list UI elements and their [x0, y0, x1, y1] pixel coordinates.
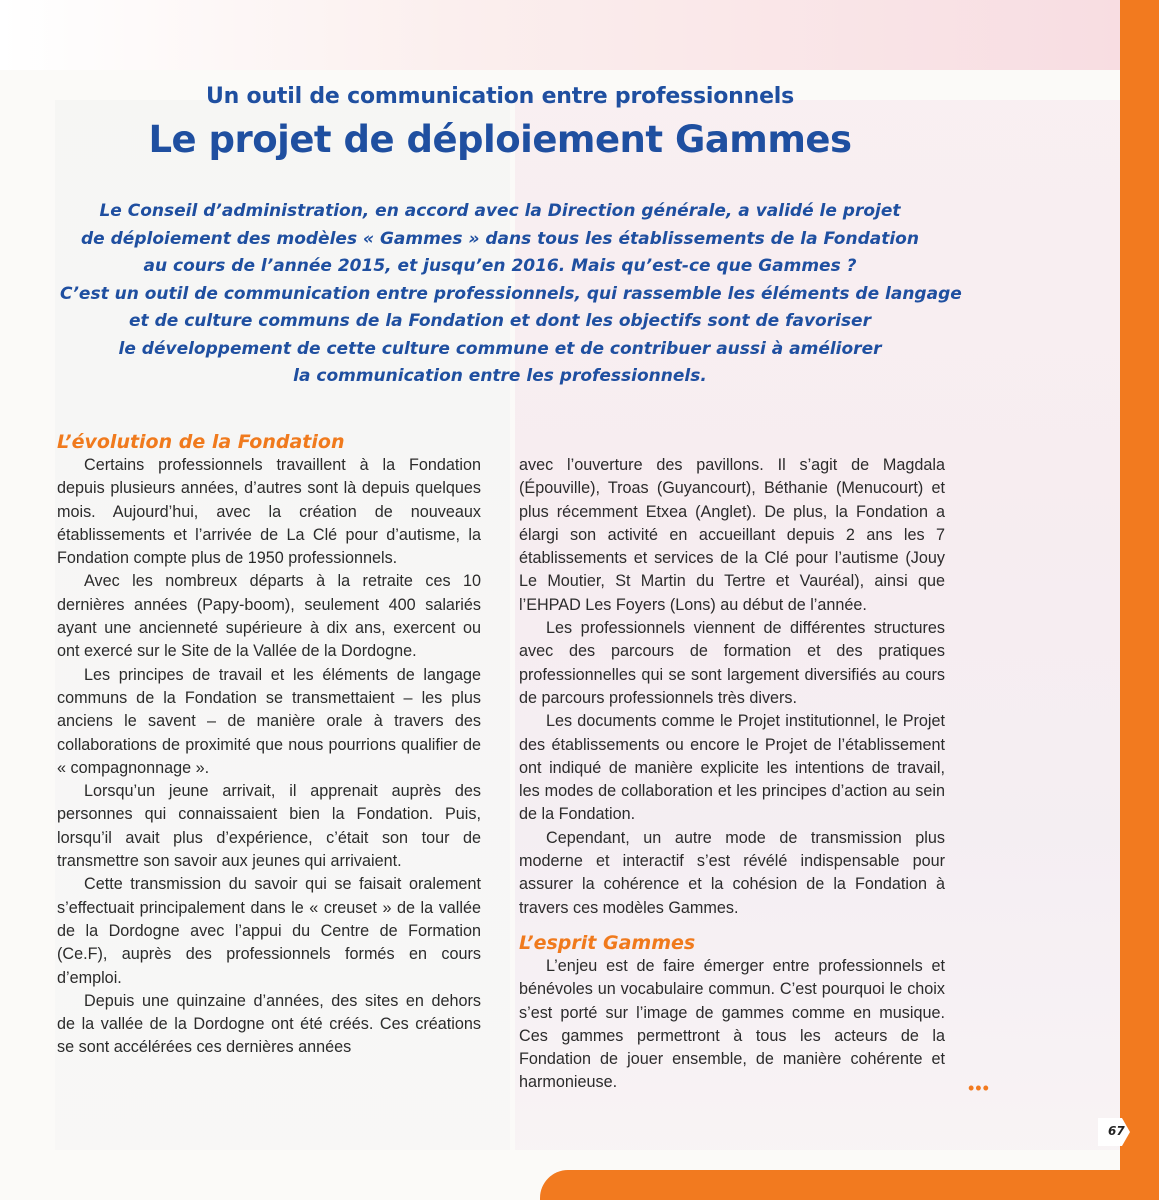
intro-line: Le Conseil d’administration, en accord avec la Direction générale, a validé le projet [99, 201, 901, 221]
top-background-band [0, 0, 1120, 70]
body-paragraph: Lorsqu’un jeune arrivait, il apprenait auprès des personnes qui connaissaient bien la Fondation. Puis, lorsqu’il avait plus d’expérience, c’était son tour de transmettre son savoir aux jeunes qui arrivaient. [57, 782, 481, 871]
body-paragraph: Les documents comme le Projet institutionnel, le Projet des établissements ou encore le Projet de l’établissement ont indiqué de manière explicite les intentions de travail, les modes de collaboration et les principes d’action au sein de la Fondation. [519, 712, 945, 824]
intro-line: la communication entre les professionnels. [293, 366, 707, 386]
intro-line: de déploiement des modèles « Gammes » dans tous les établissements de la Fondation [81, 228, 919, 249]
intro-line: et de culture communs de la Fondation et dont les objectifs sont de favoriser [129, 311, 871, 331]
intro-line: C’est un outil de communication entre professionnels, qui rassemble les éléments de langage [60, 283, 962, 304]
body-paragraph: L’enjeu est de faire émerger entre professionnels et bénévoles un vocabulaire commun. C’est pourquoi le choix s’est porté sur l’image de gammes comme en musique. Ces gammes permettront à tous les acteurs de la Fondation de jouer ensemble, de manière cohérente et harmonieuse. [519, 956, 945, 1092]
body-paragraph: avec l’ouverture des pavillons. Il s’agit de Magdala (Épouville), Troas (Guyancourt), Béthanie (Menucourt) et plus récemment Etxea (Anglet). De plus, la Fondation a élargi son activité en accueillant depuis 2 ans les 7 établissements et services de la Clé pour l’autisme (Jouy Le Moutier, St Martin du Tertre et Vauréal), ainsi que l’EHPAD Les Foyers (Lons) au début de l’année. [519, 456, 945, 614]
intro-paragraph [60, 198, 962, 391]
right-column [519, 454, 945, 1095]
page-number: 67 [1108, 1124, 1125, 1138]
body-paragraph: Depuis une quinzaine d’années, des sites en dehors de la vallée de la Dordogne ont été créés. Ces créations se sont accélérées ces dernières années [57, 991, 481, 1057]
body-paragraph: Les principes de travail et les éléments de langage communs de la Fondation se transmettaient – les plus anciens le savent – de manière orale à travers des collaborations de proximité que nous pourrions qualifier de « compagnonnage ». [57, 665, 481, 777]
body-paragraph: Avec les nombreux départs à la retraite ces 10 dernières années (Papy-boom), seulement 400 salariés ayant une ancienneté supérieure à dix ans, exercent ou ont exercé sur le Site de la Vallée de la Dordogne. [57, 572, 481, 661]
page-supertitle: Un outil de communication entre professionnels [205, 84, 795, 109]
body-paragraph: Les professionnels viennent de différentes structures avec des parcours de formation et des pratiques professionnelles qui se sont largement diversifiés au cours de parcours professionnels très divers. [519, 619, 945, 707]
continuation-dots: ••• [968, 1078, 990, 1098]
intro-line: au cours de l’année 2015, et jusqu’en 2016. Mais qu’est-ce que Gammes ? [143, 256, 857, 276]
section-heading-esprit: L’esprit Gammes [519, 931, 696, 954]
body-paragraph: Certains professionnels travaillent à la Fondation depuis plusieurs années, d’autres sont là depuis quelques mois. Aujourd’hui, avec la création de nouveaux établissements et l’arrivée de La Clé pour d’autisme, la Fondation compte plus de 1950 professionnels. [57, 456, 481, 568]
left-column [57, 430, 481, 1060]
body-paragraph: Cette transmission du savoir qui se faisait oralement s’effectuait principalement dans le « creuset » de la vallée de la Dordogne avec l’appui du Centre de Formation (Ce.F), auprès des professionnels formés en cours d’emploi. [57, 875, 481, 987]
intro-line: le développement de cette culture commune et de contribuer aussi à améliorer [118, 338, 882, 359]
orange-bottom-bar [540, 1170, 1159, 1200]
section-heading-evolution: L’évolution de la Fondation [57, 431, 345, 453]
orange-side-bar [1120, 0, 1159, 1200]
page-title: Le projet de déploiement Gammes [148, 118, 852, 161]
body-paragraph: Cependant, un autre mode de transmission plus moderne et interactif s’est révélé indispensable pour assurer la cohérence et la cohésion de la Fondation à travers ces modèles Gammes. [519, 828, 945, 917]
